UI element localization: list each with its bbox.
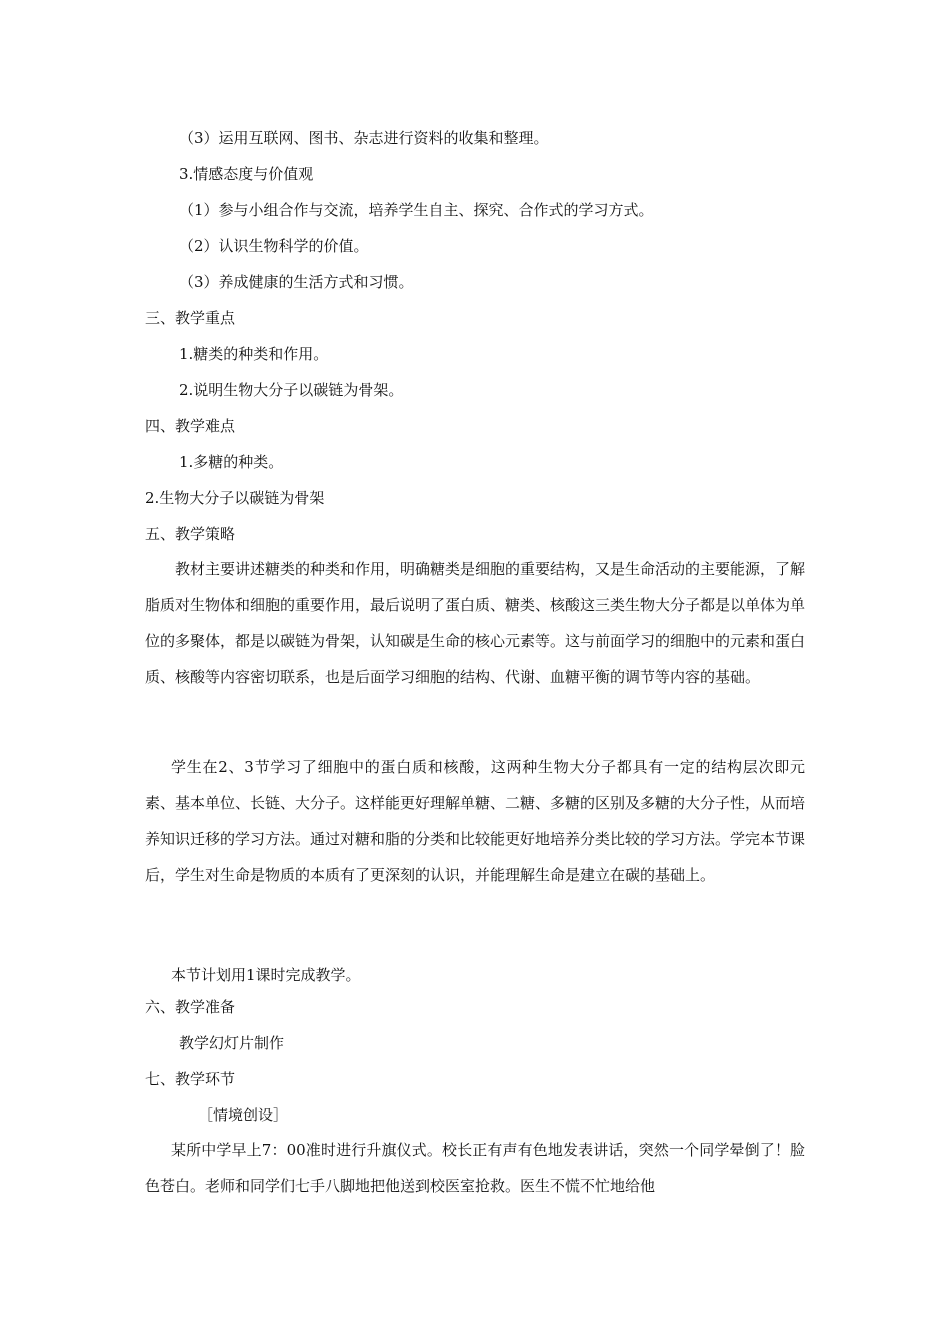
text-line: （2）认识生物科学的价值。: [179, 237, 369, 255]
paragraph-strategy-1: 教材主要讲述糖类的种类和作用，明确糖类是细胞的重要结构，又是生命活动的主要能源，了解脂质对生物体和细胞的重要作用，最后说明了蛋白质、糖类、核酸这三类生物大分子都是以单体为单位的多聚体，都是以碳链为骨架，认知碳是生命的核心元素等。这与前面学习的细胞中的元素和蛋白质、核酸等内容密切联系，也是后面学习细胞的结构、代谢、血糖平衡的调节等内容的基础。: [145, 560, 806, 686]
text-line: 1.糖类的种类和作用。: [179, 345, 329, 363]
text-line: （1）参与小组合作与交流，培养学生自主、探究、合作式的学习方式。: [179, 201, 654, 219]
text-line: 1.多糖的种类。: [179, 453, 284, 471]
paragraph-strategy-2: 学生在2、3节学习了细胞中的蛋白质和核酸，这两种生物大分子都具有一定的结构层次即元素、基本单位、长链、大分子。这样能更好理解单糖、二糖、多糖的区别及多糖的大分子性，从而培养知识迁移的学习方法。通过对糖和脂的分类和比较能更好地培养分类比较的学习方法。学完本节课后，学生对生命是物质的本质有了更深刻的认识，并能理解生命是建立在碳的基础上。: [145, 758, 806, 884]
text-line: 2.说明生物大分子以碳链为骨架。: [179, 381, 404, 399]
text-line: 本节计划用1课时完成教学。: [171, 966, 361, 984]
text-line: 2.生物大分子以碳链为骨架: [145, 489, 325, 507]
subheading: ［情境创设］: [198, 1106, 289, 1124]
section-heading: 四、教学难点: [145, 417, 236, 435]
section-heading: 五、教学策略: [145, 525, 236, 543]
section-heading: 三、教学重点: [145, 309, 236, 327]
section-heading: 七、教学环节: [145, 1070, 236, 1088]
subheading: 3.情感态度与价值观: [179, 165, 314, 183]
section-heading: 六、教学准备: [145, 998, 236, 1016]
text-line: （3）运用互联网、图书、杂志进行资料的收集和整理。: [179, 129, 549, 147]
text-line: （3）养成健康的生活方式和习惯。: [179, 273, 414, 291]
paragraph-scenario: 某所中学早上7：00准时进行升旗仪式。校长正有声有色地发表讲话，突然一个同学晕倒了！脸色苍白。老师和同学们七手八脚地把他送到校医室抢救。医生不慌不忙地给他: [145, 1141, 805, 1195]
text-line: 教学幻灯片制作: [179, 1034, 285, 1052]
